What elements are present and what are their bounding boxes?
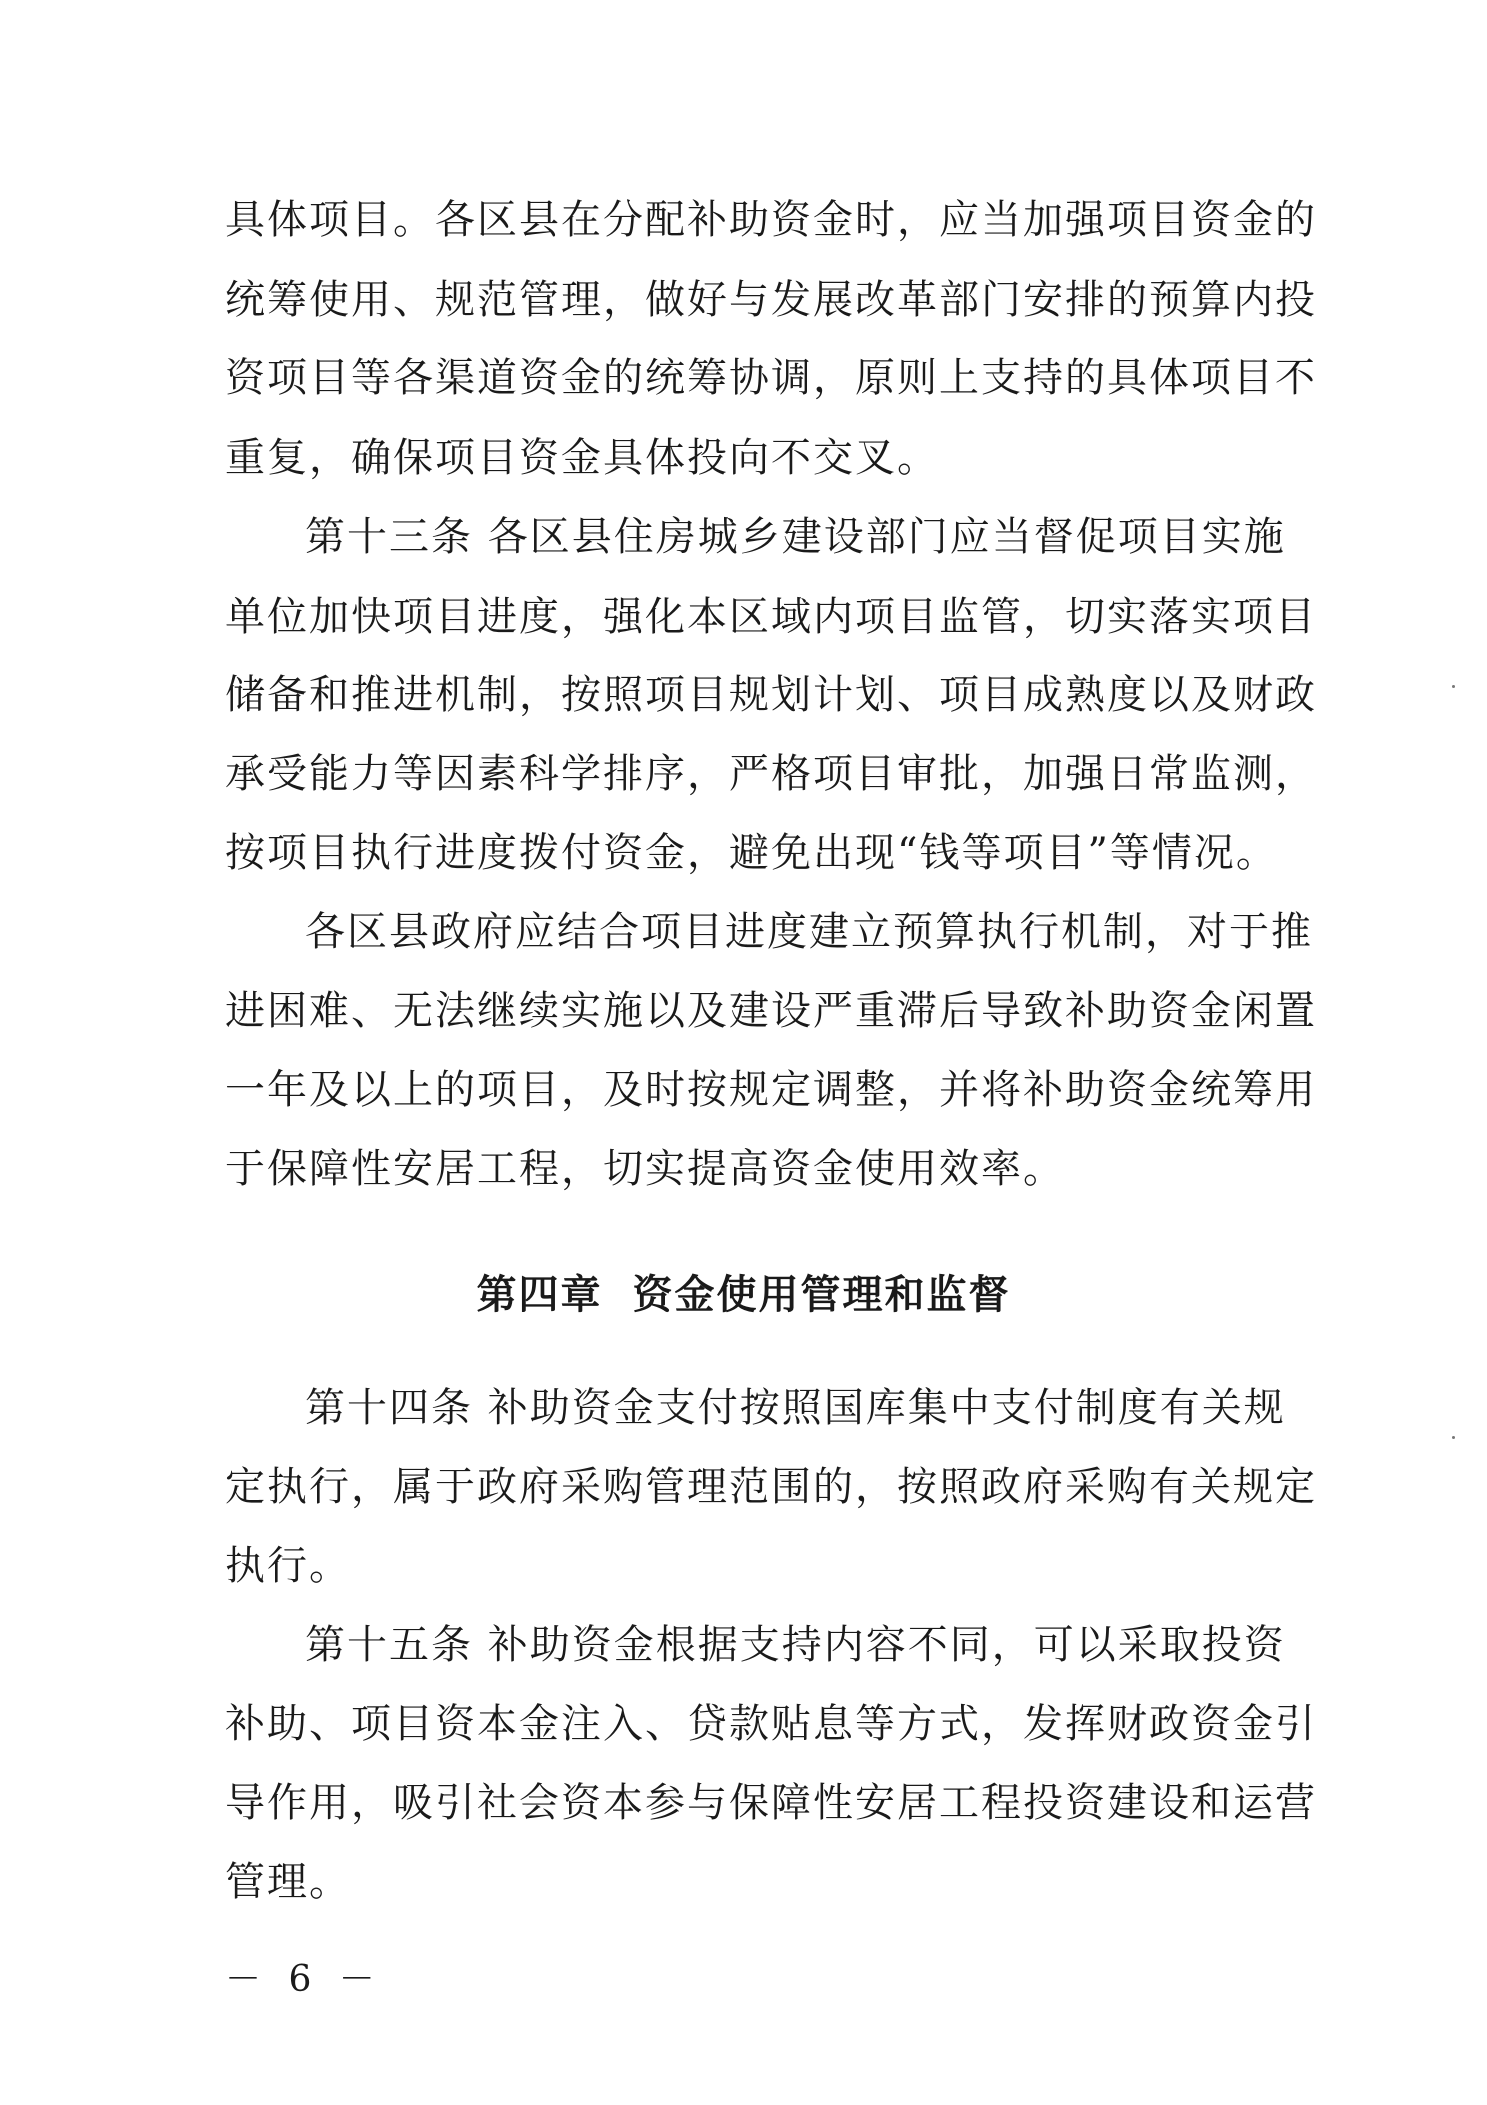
text-line: 统筹使用、规范管理，做好与发展改革部门安排的预算内投 xyxy=(225,277,1317,323)
article-13-first-line: 第十三条 各区县住房城乡建设部门应当督促项目实施 xyxy=(305,514,1286,560)
text-line: 储备和推进机制，按照项目规划计划、项目成熟度以及财政 xyxy=(225,672,1317,718)
paragraph-first-line: 各区县政府应结合项目进度建立预算执行机制，对于推 xyxy=(305,909,1313,955)
article-15-first-line: 第十五条 补助资金根据支持内容不同，可以采取投资 xyxy=(305,1622,1286,1668)
chapter-number: 第四章 xyxy=(476,1272,603,1318)
article-14-first-line: 第十四条 补助资金支付按照国库集中支付制度有关规 xyxy=(305,1385,1286,1431)
text-line: 导作用，吸引社会资本参与保障性安居工程投资建设和运营 xyxy=(225,1780,1317,1826)
text-line: 资项目等各渠道资金的统筹协调，原则上支持的具体项目不 xyxy=(225,355,1317,401)
text-line: 管理。 xyxy=(225,1859,351,1905)
scan-speck xyxy=(1452,1436,1455,1439)
text-line: 按项目执行进度拨付资金，避免出现“钱等项目”等情况。 xyxy=(225,830,1278,876)
text-line: 执行。 xyxy=(225,1543,351,1589)
text-line: 于保障性安居工程，切实提高资金使用效率。 xyxy=(225,1146,1065,1192)
text-line: 具体项目。各区县在分配补助资金时，应当加强项目资金的 xyxy=(225,197,1317,243)
text-line: 承受能力等因素科学排序，严格项目审批，加强日常监测， xyxy=(225,751,1317,797)
text-line: 进困难、无法继续实施以及建设严重滞后导致补助资金闲置 xyxy=(225,988,1317,1034)
chapter-heading xyxy=(0,1255,1487,1335)
text-line: 单位加快项目进度，强化本区域内项目监管，切实落实项目 xyxy=(225,594,1317,640)
scan-speck xyxy=(1452,685,1455,688)
text-line: 重复，确保项目资金具体投向不交叉。 xyxy=(225,435,939,481)
text-line: 定执行，属于政府采购管理范围的，按照政府采购有关规定 xyxy=(225,1464,1317,1510)
text-line: 补助、项目资本金注入、贷款贴息等方式，发挥财政资金引 xyxy=(225,1701,1317,1747)
chapter-title: 资金使用管理和监督 xyxy=(632,1272,1011,1318)
text-line: 一年及以上的项目，及时按规定调整，并将补助资金统筹用 xyxy=(225,1067,1317,1113)
page-number: － 6 － xyxy=(225,1959,383,2000)
